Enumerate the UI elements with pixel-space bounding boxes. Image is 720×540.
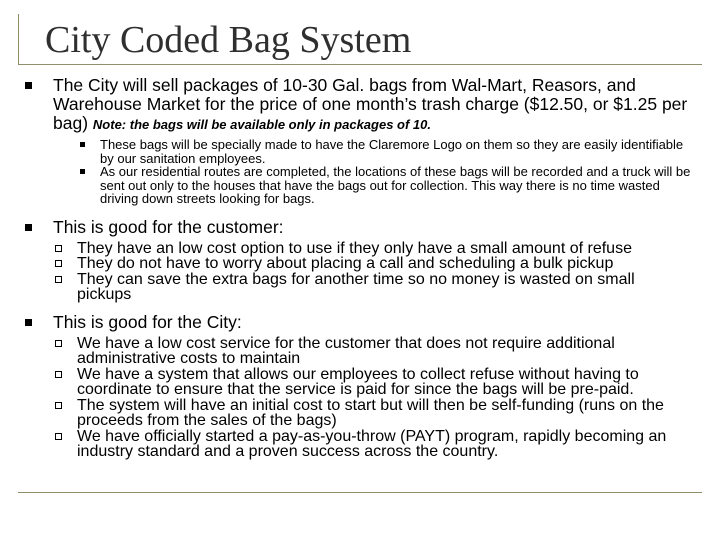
hollow-square-bullet-icon: [55, 260, 62, 267]
sub-list-city-benefits: [0, 336, 720, 460]
square-bullet-icon: [25, 319, 32, 326]
title-frame-vertical-line: [18, 14, 19, 64]
hollow-square-bullet-icon: [55, 433, 62, 440]
square-bullet-icon: [80, 142, 85, 147]
slide-title: City Coded Bag System: [45, 19, 412, 61]
square-bullet-icon: [25, 224, 32, 231]
square-bullet-icon: [25, 82, 32, 89]
hollow-square-bullet-icon: [55, 402, 62, 409]
sub-bullet-item: [100, 165, 698, 206]
sub-bullet-item: [77, 429, 692, 460]
sub-list-bag-sales: [0, 138, 720, 206]
sub-list-customer-benefits: [0, 241, 720, 303]
sub-bullet-item: [77, 256, 692, 272]
sub-bullet-text: We have a system that allows our employees to collect refuse without having to coordinate to ensure that the service is paid for since the bags will be pre-paid.: [77, 365, 639, 398]
bullet-text: This is good for the customer:: [53, 216, 284, 237]
hollow-square-bullet-icon: [55, 371, 62, 378]
sub-bullet-text: They have an low cost option to use if they only have a small amount of refuse: [77, 239, 632, 257]
sub-bullet-text: We have a low cost service for the customer that does not require additional administrative costs to maintain: [77, 334, 615, 367]
bullet-note: Note: the bags will be available only in packages of 10.: [92, 117, 432, 132]
sub-bullet-text: These bags will be specially made to have the Claremore Logo on them so they are easily identifiable by our sanitation employees.: [100, 137, 684, 166]
sub-bullet-text: As our residential routes are completed, the locations of these bags will be recorded and a truck will be sent out only to the houses that have the bags out for collection. This way there is no time wasted driving down streets looking for bags.: [100, 164, 691, 206]
sub-bullet-text: We have officially started a pay-as-you-throw (PAYT) program, rapidly becoming an industry standard and a proven success across the country.: [77, 427, 667, 460]
sub-bullet-item: [77, 241, 692, 257]
sub-bullet-item: [77, 272, 692, 303]
square-bullet-icon: [80, 169, 85, 174]
sub-bullet-item: [77, 367, 692, 398]
sub-bullet-item: [77, 398, 692, 429]
sub-bullet-text: They do not have to worry about placing a call and scheduling a bulk pickup: [77, 255, 614, 272]
sub-bullet-item: [100, 138, 698, 165]
sub-bullet-item: [77, 336, 692, 367]
bullet-item-city-benefits: [53, 313, 693, 332]
hollow-square-bullet-icon: [55, 276, 62, 283]
sub-bullet-text: They can save the extra bags for another time so no money is wasted on small pickups: [77, 270, 635, 303]
title-underline: [18, 64, 702, 65]
bottom-rule: [18, 492, 702, 493]
bullet-text: The City will sell packages of 10-30 Gal. bags from Wal-Mart, Reasors, and Warehouse Market for the price of one month’s trash charge ($12.50, or $1.25 per bag): [53, 75, 688, 133]
bullet-text: This is good for the City:: [53, 311, 242, 332]
bullet-item-customer-benefits: [53, 218, 693, 237]
slide-body: [0, 76, 720, 470]
sub-bullet-text: The system will have an initial cost to start but will then be self-funding (runs on the proceeds from the sales of the bags): [77, 396, 664, 429]
hollow-square-bullet-icon: [55, 340, 62, 347]
bullet-item-bag-sales: [53, 76, 693, 134]
hollow-square-bullet-icon: [55, 245, 62, 252]
